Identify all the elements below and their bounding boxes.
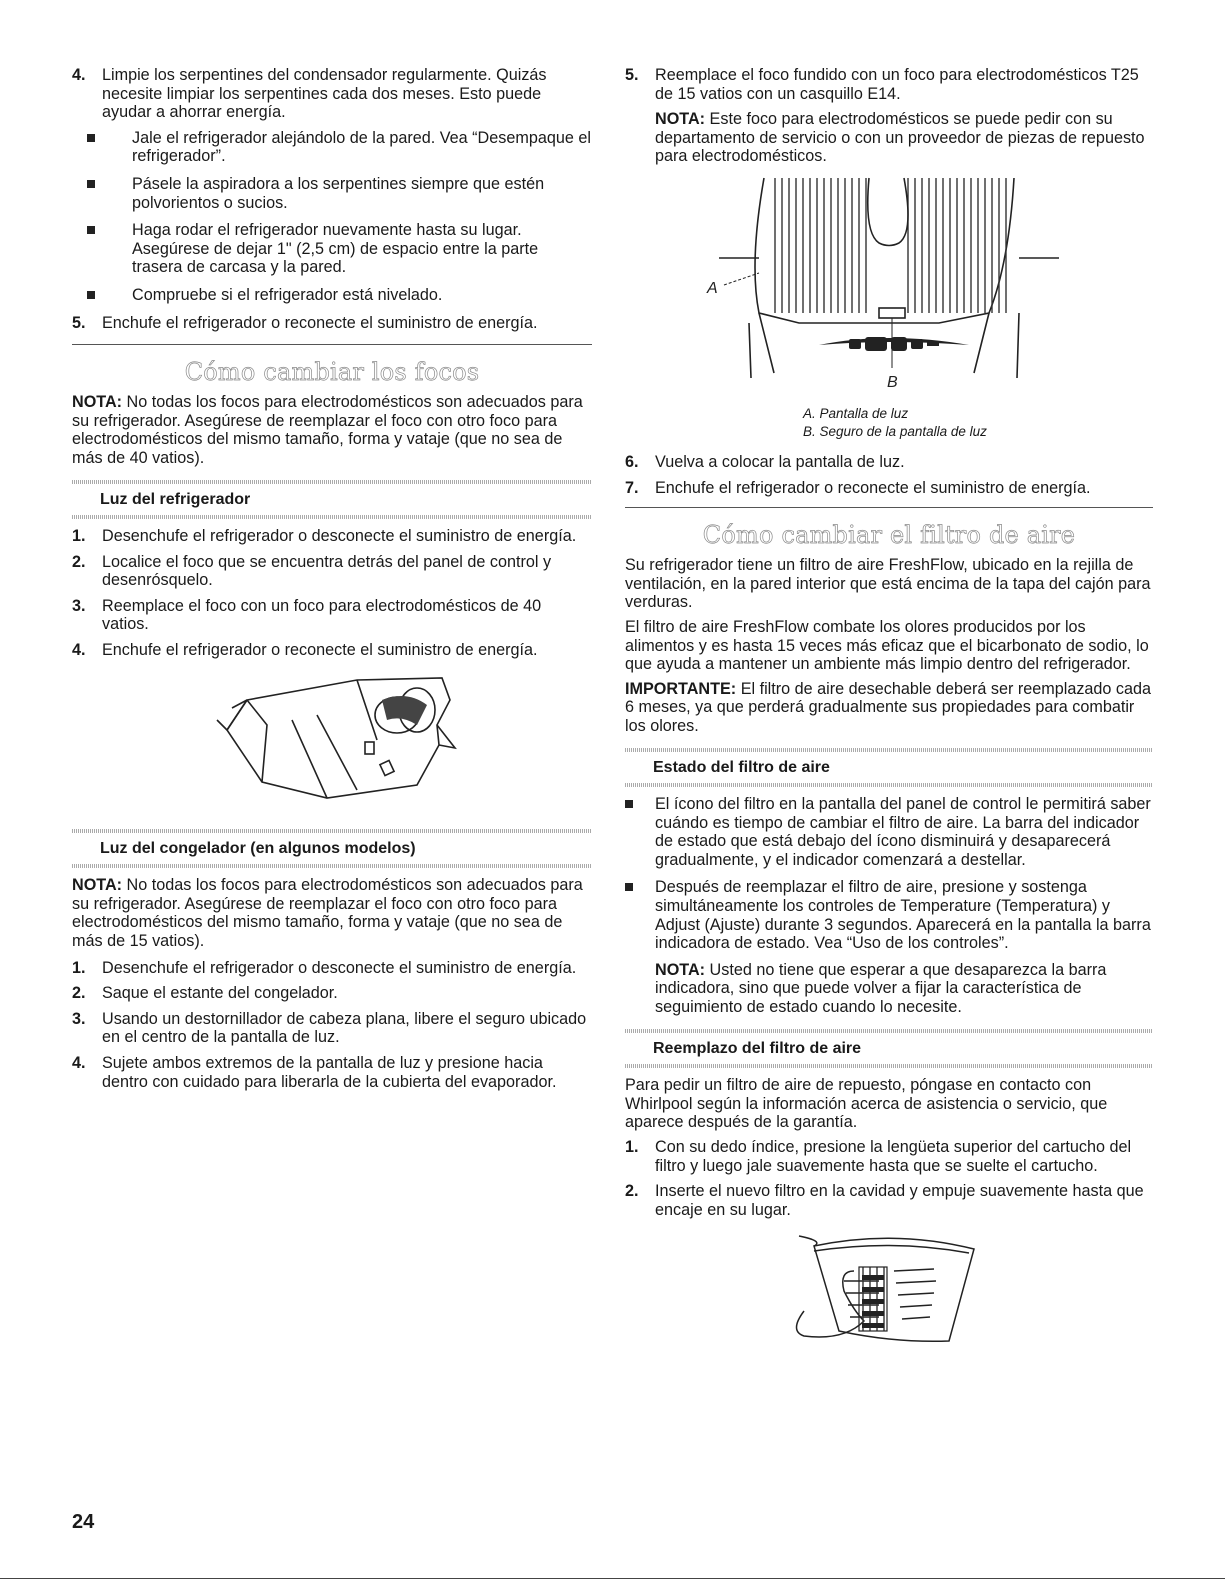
- hatch-rule: [625, 783, 1153, 787]
- list-item: [625, 453, 1153, 472]
- step-number: 2.: [72, 552, 86, 571]
- figure-caption-a: A. Pantalla de luz: [803, 405, 909, 421]
- list-item: [72, 1054, 592, 1091]
- bullet-item: [625, 878, 1153, 1016]
- air-filter-insert-illustration: [784, 1231, 994, 1346]
- step-text: Enchufe el refrigerador o reconecte el suministro de energía.: [102, 313, 538, 332]
- note-text: Usted no tiene que esperar a que desaparezca la barra indicadora, sino que puede volver a fijar la característica de seguimiento de estado cuando lo necesite.: [655, 960, 1107, 1017]
- bullet-text: Compruebe si el refrigerador está nivelado.: [132, 285, 443, 304]
- step-text: Vuelva a colocar la pantalla de luz.: [655, 452, 905, 471]
- air-filter-benefit: El filtro de aire FreshFlow combate los olores producidos por los alimentos y es hasta 15 veces más eficaz que el bicarbonato de sodio, lo que ayuda a mantener un ambiente más limpio dentro del refrigerador.: [625, 617, 1149, 674]
- bulb-note: [655, 110, 1153, 166]
- bullet-square-icon: [87, 291, 95, 299]
- list-item: [72, 597, 592, 634]
- subsection-title: Estado del filtro de aire: [653, 758, 830, 776]
- page-bottom-rule: [0, 1578, 1225, 1579]
- hatch-rule: [625, 1064, 1153, 1068]
- fridge-light-housing-illustration: [207, 670, 457, 805]
- note-text: No todas los focos para electrodomésticos son adecuados para su refrigerador. Asegúrese de reemplazar el foco con otro foco para electrodomésticos del mismo tamaño, forma y vataje (que no sea de más de 40 vatios).: [72, 393, 583, 467]
- bullet-square-icon: [625, 883, 633, 891]
- subsection-title: Luz del congelador (en algunos modelos): [100, 839, 416, 857]
- list-item: [72, 959, 592, 978]
- note-text: No todas los focos para electrodomésticos son adecuados para su refrigerador. Asegúrese de reemplazar el foco con otro foco para electrodomésticos del mismo tamaño, forma y vataje (que no sea de más de 15 vatios).: [72, 876, 583, 951]
- step-4-clean-coils: [72, 66, 592, 122]
- step-text: Enchufe el refrigerador o reconecte el suministro de energía.: [655, 478, 1091, 497]
- step-text: Usando un destornillador de cabeza plana, libere el seguro ubicado en el centro de la pantalla de luz.: [102, 1009, 587, 1047]
- step-number: 1.: [72, 958, 86, 977]
- bulbs-note: [72, 393, 592, 467]
- bullet-text: Pásele la aspiradora a los serpentines siempre que estén polvorientos o sucios.: [132, 174, 545, 212]
- section-divider: [72, 344, 592, 345]
- list-item: [72, 527, 592, 546]
- list-item: [72, 984, 592, 1003]
- step-5-plug-in: [72, 314, 592, 333]
- figure-label-b: B: [887, 373, 898, 391]
- section-title-bulbs: Cómo cambiar los focos: [184, 358, 480, 387]
- step-number: 3.: [72, 1009, 86, 1028]
- step-number: 7.: [625, 478, 639, 497]
- figure-label-a: A: [707, 279, 718, 297]
- section-title-air-filter: Cómo cambiar el filtro de aire: [702, 521, 1076, 550]
- figure-caption-b: B. Seguro de la pantalla de luz: [803, 423, 987, 439]
- bullet-item: [72, 286, 592, 305]
- hatch-rule: [72, 864, 592, 868]
- freezer-note: [72, 876, 592, 950]
- air-filter-location: Su refrigerador tiene un filtro de aire FreshFlow, ubicado en la rejilla de ventilación, en la pared interior que está encima de la tapa del cajón para verduras.: [625, 556, 1151, 612]
- hatch-rule: [72, 515, 592, 519]
- step-number: 2.: [625, 1182, 639, 1201]
- step-text: Desenchufe el refrigerador o desconecte el suministro de energía.: [102, 958, 577, 977]
- step-5-replace-bulb: [625, 66, 1153, 166]
- status-note: [655, 961, 1153, 1017]
- step-text: Reemplace el foco fundido con un foco para electrodomésticos T25 de 15 vatios con un casquillo E14.: [655, 66, 1139, 103]
- step-number: 5.: [625, 66, 639, 84]
- list-item: [625, 1138, 1153, 1175]
- list-item: [72, 641, 592, 660]
- subsection-filter-replacement: [625, 1029, 1153, 1069]
- bullet-item: [72, 221, 592, 277]
- step-text: Limpie los serpentines del condensador regularmente. Quizás necesite limpiar los serpentines cada dos meses. Esto puede ayudar a ahorrar energía.: [102, 66, 547, 122]
- note-label: NOTA:: [72, 876, 123, 895]
- list-item: [72, 1010, 592, 1047]
- step-text: Saque el estante del congelador.: [102, 984, 338, 1003]
- bullet-item: [625, 795, 1153, 869]
- step-text: Inserte el nuevo filtro en la cavidad y empuje suavemente hasta que encaje en su lugar.: [655, 1182, 1144, 1219]
- note-label: NOTA:: [655, 110, 706, 129]
- list-item: [625, 1182, 1153, 1219]
- bullet-text: El ícono del filtro en la pantalla del panel de control le permitirá saber cuándo es tiempo de cambiar el filtro de aire. La barra del indicador de estado que está debajo del ícono disminuirá y desaparecerá gradualmente, y el indicador comenzará a destellar.: [655, 795, 1151, 869]
- note-text: Este foco para electrodomésticos se puede pedir con su departamento de servicio o con un proveedor de piezas de repuesto para electrodomésticos.: [655, 110, 1145, 166]
- important-label: IMPORTANTE:: [625, 679, 737, 698]
- bullet-square-icon: [87, 134, 95, 142]
- subsection-filter-status: [625, 748, 1153, 788]
- step-number: 3.: [72, 596, 86, 615]
- step-number: 1.: [72, 527, 86, 546]
- note-label: NOTA:: [655, 960, 706, 979]
- step-number: 6.: [625, 452, 639, 471]
- subsection-fridge-light: [72, 480, 592, 520]
- air-filter-important: [625, 680, 1153, 736]
- subsection-title: Luz del refrigerador: [100, 490, 251, 508]
- bullet-item: [72, 175, 592, 212]
- left-column: [72, 66, 592, 1098]
- list-item: [72, 553, 592, 590]
- section-divider: [625, 507, 1153, 508]
- subsection-freezer-light: [72, 829, 592, 869]
- step-number: 5.: [72, 313, 86, 332]
- bullet-text: Jale el refrigerador alejándolo de la pared. Vea “Desempaque el refrigerador”.: [132, 128, 591, 166]
- note-label: NOTA:: [72, 393, 123, 412]
- subsection-title: Reemplazo del filtro de aire: [653, 1039, 862, 1057]
- bullet-item: [72, 129, 592, 166]
- step-number: 4.: [72, 66, 86, 84]
- freezer-light-shield-illustration: [689, 173, 1089, 405]
- step-text: Localice el foco que se encuentra detrás del panel de control y desenrósquelo.: [102, 552, 552, 590]
- step-text: Con su dedo índice, presione la lengüeta superior del cartucho del filtro y luego jale suavemente hasta que se suelte el cartucho.: [655, 1138, 1132, 1175]
- step-text: Enchufe el refrigerador o reconecte el suministro de energía.: [102, 641, 538, 660]
- step-text: Reemplace el foco con un foco para electrodomésticos de 40 vatios.: [102, 596, 542, 634]
- step-number: 4.: [72, 641, 86, 660]
- step-number: 2.: [72, 984, 86, 1003]
- step-text: Desenchufe el refrigerador o desconecte el suministro de energía.: [102, 527, 577, 546]
- step-number: 4.: [72, 1054, 86, 1072]
- bullet-square-icon: [625, 800, 633, 808]
- right-column: [625, 66, 1153, 1346]
- bullet-text: Haga rodar el refrigerador nuevamente hasta su lugar. Asegúrese de dejar 1" (2,5 cm) de espacio entre la parte trasera de carcasa y la pared.: [132, 221, 539, 277]
- page-number: 24: [72, 1511, 95, 1533]
- step-number: 1.: [625, 1138, 639, 1156]
- replacement-order-info: Para pedir un filtro de aire de repuesto, póngase en contacto con Whirlpool según la información acerca de asistencia o servicio, que aparece después de la garantía.: [625, 1076, 1108, 1132]
- bullet-square-icon: [87, 226, 95, 234]
- list-item: [625, 479, 1153, 498]
- step-text: Sujete ambos extremos de la pantalla de luz y presione hacia dentro con cuidado para liberarla de la cubierta del evaporador.: [102, 1054, 557, 1091]
- important-text: El filtro de aire desechable deberá ser reemplazado cada 6 meses, ya que perderá gradualmente sus propiedades para combatir los olores.: [625, 679, 1152, 735]
- bullet-text: Después de reemplazar el filtro de aire, presione y sostenga simultáneamente los controles de Temperature (Temperatura) y Adjust (Ajuste) durante 3 segundos. Aparecerá en la pantalla la barra indicadora de estado. Vea “Uso de los controles”.: [655, 878, 1151, 953]
- bullet-square-icon: [87, 180, 95, 188]
